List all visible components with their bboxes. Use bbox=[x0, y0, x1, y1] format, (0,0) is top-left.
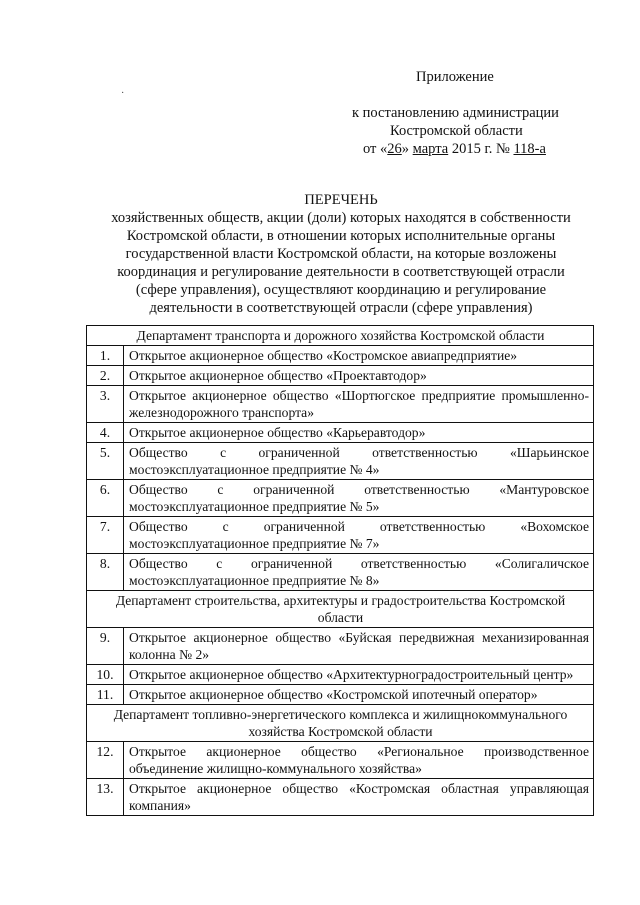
department-row bbox=[87, 591, 594, 628]
organization-name: Открытое акционерное общество «Костромской ипотечный оператор» bbox=[124, 685, 594, 705]
table-row bbox=[87, 665, 594, 685]
date-day: 26 bbox=[387, 141, 402, 157]
title-line: Костромской области, в отношении которых исполнительные органы bbox=[126, 228, 556, 244]
row-number: 5. bbox=[87, 443, 124, 480]
region-name: Костромской области bbox=[390, 123, 523, 139]
title-line: деятельности в соответствующей отрасли (сфере управления) bbox=[149, 300, 533, 316]
organization-name: Открытое акционерное общество «Костромская областная управляющая компания» bbox=[124, 779, 594, 816]
row-number: 1. bbox=[87, 346, 124, 366]
table-row bbox=[87, 346, 594, 366]
table-row bbox=[87, 423, 594, 443]
department-name: Департамент строительства, архитектуры и градостроительства Костромской области bbox=[87, 591, 594, 628]
title-line: (сфере управления), осуществляют координацию и регулирование bbox=[135, 282, 547, 298]
organization-name: Открытое акционерное общество «Шортюгское предприятие промышленно-железнодорожного транспорта» bbox=[124, 386, 594, 423]
table-row bbox=[87, 554, 594, 591]
department-row bbox=[87, 705, 594, 742]
organization-name: Открытое акционерное общество «Карьеравтодор» bbox=[124, 423, 594, 443]
row-number: 9. bbox=[87, 628, 124, 665]
organization-name: Общество с ограниченной ответственностью «Мантуровское мостоэксплуатационное предприятие № 5» bbox=[124, 480, 594, 517]
table-row bbox=[87, 628, 594, 665]
organization-name: Открытое акционерное общество «Проектавтодор» bbox=[124, 366, 594, 386]
table-row bbox=[87, 480, 594, 517]
title-line: координация и регулирование деятельности в соответствующей отрасли bbox=[117, 264, 565, 280]
row-number: 2. bbox=[87, 366, 124, 386]
date-prefix: от « bbox=[363, 141, 388, 157]
table-row bbox=[87, 517, 594, 554]
organization-name: Общество с ограниченной ответственностью «Солигаличское мостоэксплуатационное предприятие № 8» bbox=[124, 554, 594, 591]
organization-name: Открытое акционерное общество «Региональное производственное объединение жилищно-коммунального хозяйства» bbox=[124, 742, 594, 779]
title-line: государственной власти Костромской области, на которые возложены bbox=[125, 246, 557, 262]
row-number: 12. bbox=[87, 742, 124, 779]
table-row bbox=[87, 685, 594, 705]
organization-name: Открытое акционерное общество «Архитектурноградостроительный центр» bbox=[124, 665, 594, 685]
row-number: 7. bbox=[87, 517, 124, 554]
row-number: 13. bbox=[87, 779, 124, 816]
decree-number: 118-а bbox=[513, 141, 546, 157]
organizations-table bbox=[86, 325, 594, 816]
organization-name: Открытое акционерное общество «Буйская передвижная механизированная колонна № 2» bbox=[124, 628, 594, 665]
table-row bbox=[87, 386, 594, 423]
title-heading: ПЕРЕЧЕНЬ bbox=[304, 192, 378, 208]
row-number: 11. bbox=[87, 685, 124, 705]
table-row bbox=[87, 443, 594, 480]
row-number: 10. bbox=[87, 665, 124, 685]
date-year: 2015 г. № bbox=[451, 141, 510, 157]
table-row bbox=[87, 779, 594, 816]
department-name: Департамент транспорта и дорожного хозяйства Костромской области bbox=[87, 326, 594, 346]
scan-speck: · bbox=[121, 88, 125, 99]
document-title bbox=[86, 191, 596, 317]
table-row bbox=[87, 742, 594, 779]
department-name: Департамент топливно-энергетического комплекса и жилищнокоммунального хозяйства Костромской области bbox=[87, 705, 594, 742]
row-number: 3. bbox=[87, 386, 124, 423]
organization-name: Общество с ограниченной ответственностью «Шарьинское мостоэксплуатационное предприятие № 4» bbox=[124, 443, 594, 480]
department-row bbox=[87, 326, 594, 346]
row-number: 8. bbox=[87, 554, 124, 591]
appendix-label: Приложение bbox=[416, 69, 494, 85]
title-description bbox=[86, 209, 596, 317]
row-number: 6. bbox=[87, 480, 124, 517]
organization-name: Открытое акционерное общество «Костромское авиапредприятие» bbox=[124, 346, 594, 366]
organization-name: Общество с ограниченной ответственностью «Вохомское мостоэксплуатационное предприятие № 7» bbox=[124, 517, 594, 554]
date-month: марта bbox=[412, 141, 449, 157]
title-line: хозяйственных обществ, акции (доли) которых находятся в собственности bbox=[111, 210, 571, 226]
row-number: 4. bbox=[87, 423, 124, 443]
date-mid: » bbox=[401, 141, 410, 157]
decree-reference: к постановлению администрации bbox=[352, 105, 559, 121]
decree-date-line bbox=[363, 140, 546, 158]
table-row bbox=[87, 366, 594, 386]
